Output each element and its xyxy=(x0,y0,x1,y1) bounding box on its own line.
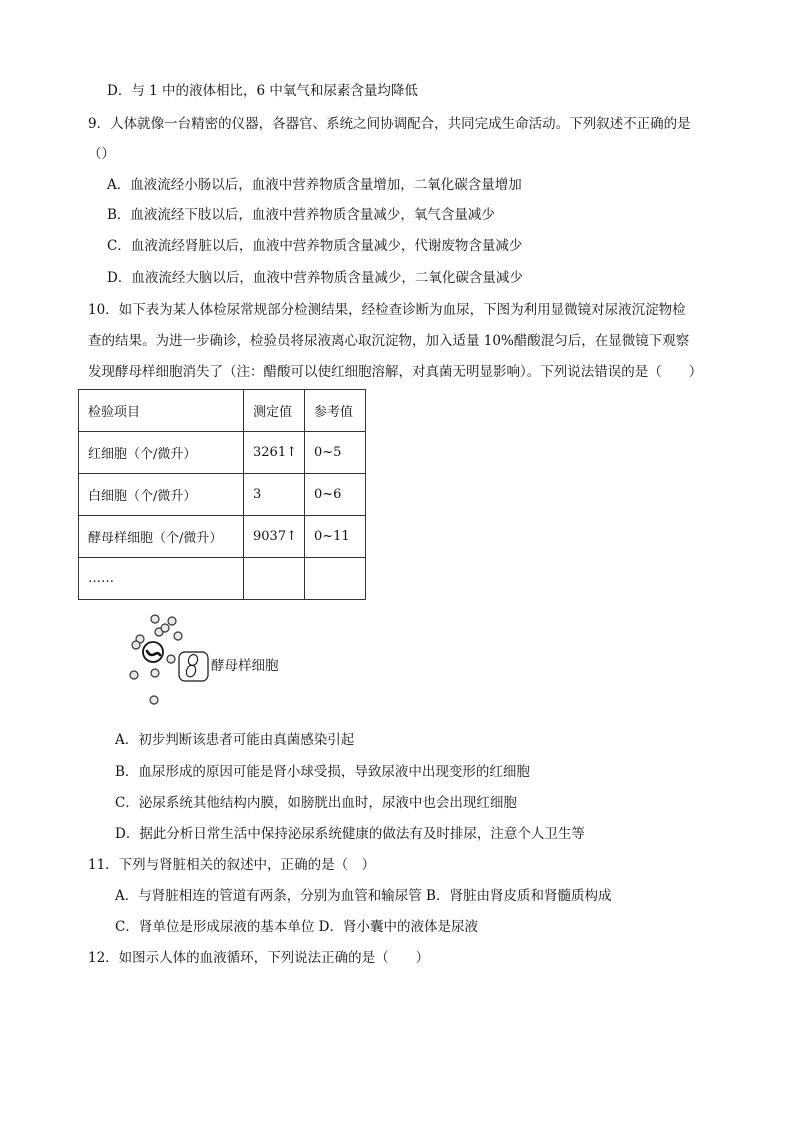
cell-circle xyxy=(168,617,176,625)
q10-stem-line1: 10．如下表为某人体检尿常规部分检测结果，经检查诊断为血尿，下图为利用显微镜对尿液沉淀物检 xyxy=(88,302,686,318)
table-cell: 0~11 xyxy=(305,516,366,558)
yeast-cell-box xyxy=(179,652,208,681)
cell-circle xyxy=(151,669,159,677)
q10-option-a: A．初步判断该患者可能由真菌感染引起 xyxy=(115,732,355,748)
q11-stem: 11．下列与肾脏相关的叙述中，正确的是（ ） xyxy=(88,857,376,873)
urine-test-table xyxy=(78,389,366,600)
table-cell: …… xyxy=(79,558,244,600)
table-header-row xyxy=(79,390,366,432)
table-row xyxy=(79,432,366,474)
table-row xyxy=(79,516,366,558)
table-header-cell: 测定值 xyxy=(244,390,305,432)
q9-option-c: C．血液流经肾脏以后，血液中营养物质含量减少，代谢废物含量减少 xyxy=(107,238,523,254)
q9-stem-line1: 9．人体就像一台精密的仪器，各器官、系统之间协调配合，共同完成生命活动。下列叙述不正确的是 xyxy=(88,116,691,132)
q9-option-a: A．血液流经小肠以后，血液中营养物质含量增加，二氧化碳含量增加 xyxy=(107,177,522,193)
table-cell: 3 xyxy=(244,474,305,516)
cell-circle xyxy=(167,655,175,663)
q10-option-c: C．泌尿系统其他结构内膜，如膀胱出血时，尿液中也会出现红细胞 xyxy=(115,795,517,811)
cell-circle xyxy=(151,615,159,623)
q8-option-d: D．与 1 中的液体相比，6 中氧气和尿素含量均降低 xyxy=(107,83,418,99)
table-cell xyxy=(244,558,305,600)
cell-circle xyxy=(150,696,158,704)
table-cell xyxy=(305,558,366,600)
q12-stem: 12．如图示人体的血液循环，下列说法正确的是（ ） xyxy=(88,950,430,966)
table-cell: 0~6 xyxy=(305,474,366,516)
table-cell: 酵母样细胞（个/微升） xyxy=(79,516,244,558)
q9-option-d: D．血液流经大脑以后，血液中营养物质含量减少，二氧化碳含量减少 xyxy=(107,270,523,286)
cell-circle xyxy=(130,671,138,679)
table-cell: 9037↑ xyxy=(244,516,305,558)
q10-stem-line3: 发现酵母样细胞消失了（注：醋酸可以使红细胞溶解，对真菌无明显影响）。下列说法错误的是（ ） xyxy=(88,364,703,380)
q9-stem-line2: （） xyxy=(88,146,115,162)
q11-options-cd: C．肾单位是形成尿液的基本单位 D．肾小囊中的液体是尿液 xyxy=(115,919,478,935)
table-row xyxy=(79,558,366,600)
cell-circle xyxy=(132,641,140,649)
cell-circle xyxy=(174,632,182,640)
table-cell: 白细胞（个/微升） xyxy=(79,474,244,516)
q11-options-ab: A．与肾脏相连的管道有两条，分别为血管和输尿管 B．肾脏由肾皮质和肾髓质构成 xyxy=(115,888,612,904)
white-blood-cell xyxy=(143,642,163,662)
q10-option-b: B．血尿形成的原因可能是肾小球受损，导致尿液中出现变形的红细胞 xyxy=(115,764,530,780)
yeast-cell-label: 酵母样细胞 xyxy=(211,658,279,674)
q10-option-d: D．据此分析日常生活中保持泌尿系统健康的做法有及时排尿，注意个人卫生等 xyxy=(115,826,585,842)
table-row xyxy=(79,474,366,516)
q10-stem-line2: 查的结果。为进一步确诊，检验员将尿液离心取沉淀物，加入适量 10%醋酸混匀后，在显微镜下观察 xyxy=(88,333,690,349)
cell-circle xyxy=(161,624,169,632)
q9-option-b: B．血液流经下肢以后，血液中营养物质含量减少，氧气含量减少 xyxy=(107,207,495,223)
table-header-cell: 参考值 xyxy=(305,390,366,432)
table-header-cell: 检验项目 xyxy=(79,390,244,432)
table-cell: 红细胞（个/微升） xyxy=(79,432,244,474)
table-cell: 0~5 xyxy=(305,432,366,474)
table-cell: 3261↑ xyxy=(244,432,305,474)
